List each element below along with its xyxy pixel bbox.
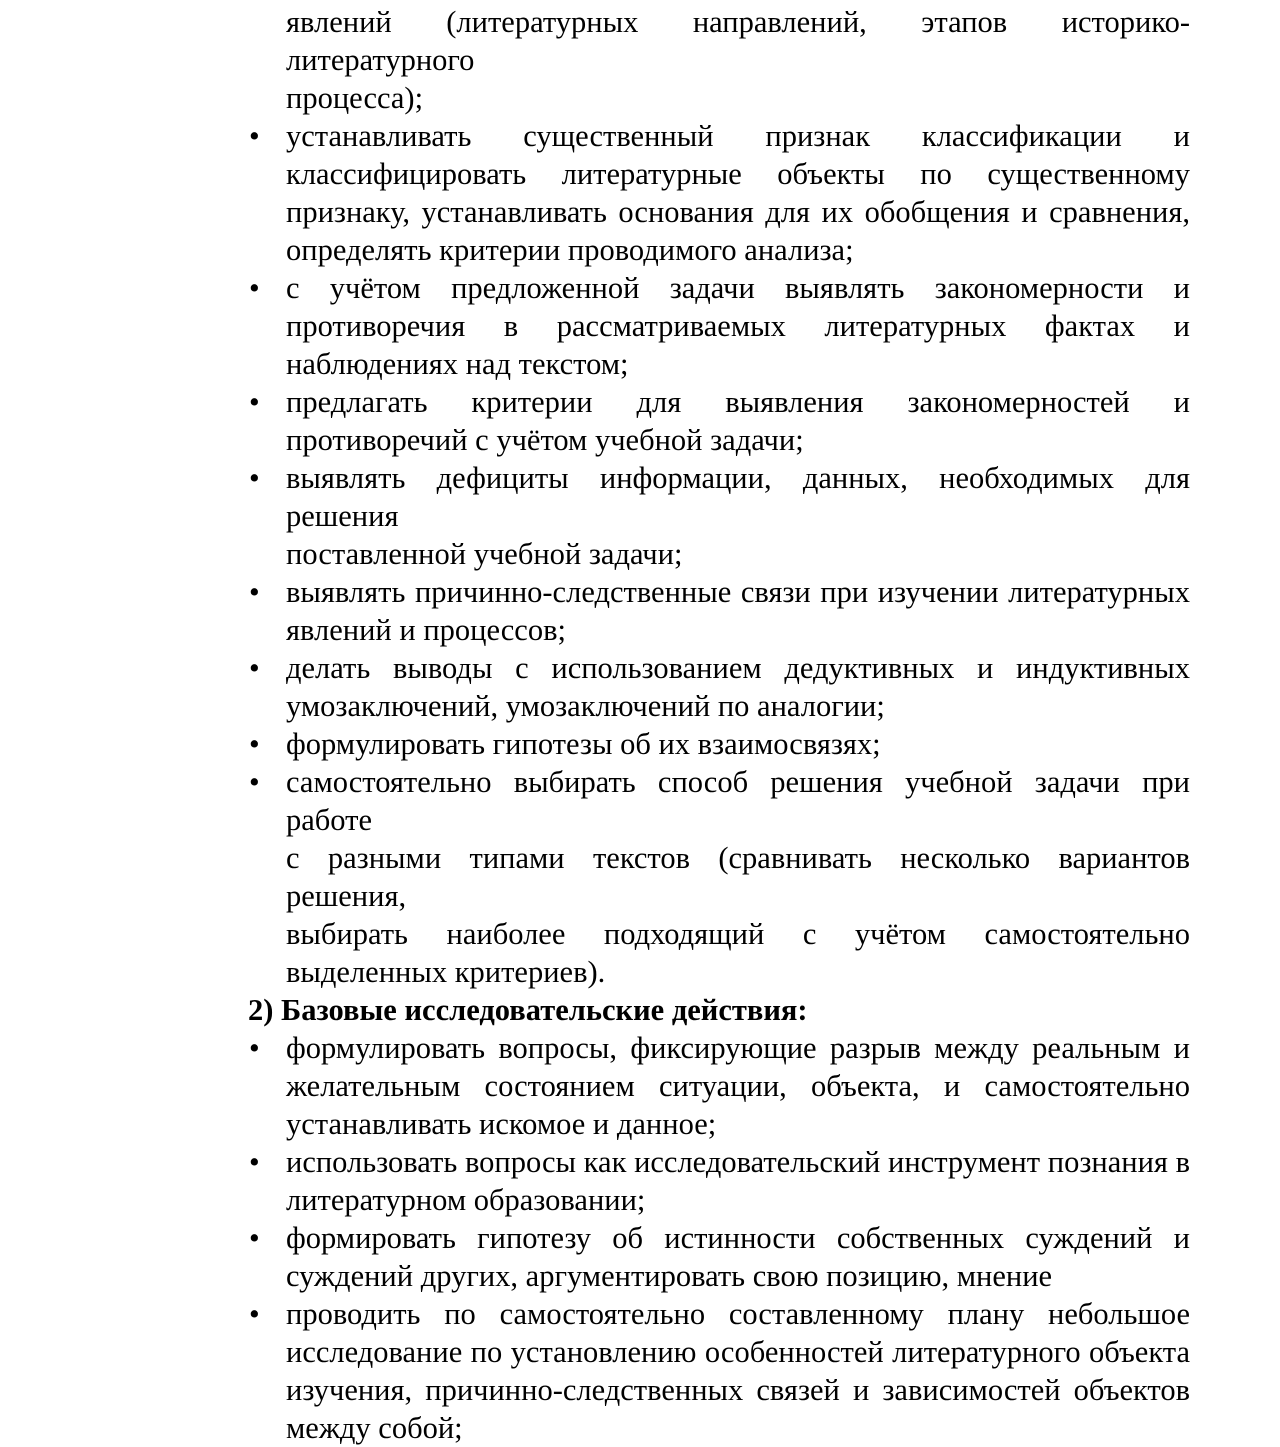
text-line: выделенных критериев). (286, 955, 606, 989)
text-line: между собой; (286, 1411, 463, 1445)
bullet-icon: • (249, 727, 260, 761)
text-line: суждений других, аргументировать свою позицию, мнение (286, 1259, 1053, 1293)
list-item (249, 1029, 1190, 1143)
text-line: противоречия в рассматриваемых литературных фактах и (286, 309, 1190, 343)
list-item (249, 117, 1190, 269)
text-line: с разными типами текстов (сравнивать несколько вариантов решения, (286, 841, 1190, 913)
intro-paragraph (286, 3, 1190, 117)
text-line: выбирать наиболее подходящий с учётом самостоятельно (286, 917, 1190, 951)
bullet-icon: • (249, 385, 260, 419)
text-line: устанавливать искомое и данное; (286, 1107, 717, 1141)
bullet-icon: • (249, 1297, 260, 1331)
list-item (249, 383, 1190, 459)
text-line: изучения, причинно-следственных связей и зависимостей объектов (286, 1373, 1190, 1407)
bullet-icon: • (249, 765, 260, 799)
text-line: признаку, устанавливать основания для их обобщения и сравнения, (286, 195, 1190, 229)
bullet-icon: • (249, 575, 260, 609)
text-line: классифицировать литературные объекты по существенному (286, 157, 1190, 191)
text-line: определять критерии проводимого анализа; (286, 233, 854, 267)
section-heading: 2) Базовые исследовательские действия: (248, 993, 808, 1027)
text-line: делать выводы с использованием дедуктивных и индуктивных (286, 651, 1190, 685)
text-line: самостоятельно выбирать способ решения учебной задачи при работе (286, 765, 1190, 837)
text-line: выявлять дефициты информации, данных, необходимых для решения (286, 461, 1190, 533)
text-line: устанавливать существенный признак классификации и (286, 119, 1190, 153)
bullet-list-2 (249, 1029, 1190, 1447)
text-line: использовать вопросы как исследовательский инструмент познания в (286, 1145, 1190, 1179)
text-line: процесса); (286, 81, 424, 115)
bullet-icon: • (249, 1221, 260, 1255)
text-line: проводить по самостоятельно составленному плану небольшое (286, 1297, 1190, 1331)
bullet-icon: • (249, 651, 260, 685)
text-line: поставленной учебной задачи; (286, 537, 683, 571)
list-item (249, 1295, 1190, 1447)
text-line: формулировать вопросы, фиксирующие разрыв между реальным и (286, 1031, 1190, 1065)
text-line: предлагать критерии для выявления закономерностей и (286, 385, 1190, 419)
bullet-icon: • (249, 1145, 260, 1179)
text-line: с учётом предложенной задачи выявлять закономерности и (286, 271, 1190, 305)
list-item (249, 725, 1190, 763)
text-line: явлений и процессов; (286, 613, 566, 647)
text-line: умозаключений, умозаключений по аналогии; (286, 689, 885, 723)
text-line: наблюдениях над текстом; (286, 347, 629, 381)
bullet-icon: • (249, 271, 260, 305)
bullet-list-1 (249, 117, 1190, 991)
text-line: желательным состоянием ситуации, объекта, и самостоятельно (286, 1069, 1190, 1103)
list-item (249, 573, 1190, 649)
list-item (249, 1219, 1190, 1295)
bullet-icon: • (249, 119, 260, 153)
text-line: явлений (литературных направлений, этапов историко-литературного (286, 5, 1190, 77)
list-item (249, 459, 1190, 573)
bullet-icon: • (249, 461, 260, 495)
text-line: формулировать гипотезы об их взаимосвязях; (286, 727, 881, 761)
text-line: литературном образовании; (286, 1183, 646, 1217)
list-item (249, 1143, 1190, 1219)
bullet-icon: • (249, 1031, 260, 1065)
list-item (249, 649, 1190, 725)
text-line: исследование по установлению особенностей литературного объекта (286, 1335, 1190, 1369)
list-item (249, 763, 1190, 991)
text-line: формировать гипотезу об истинности собственных суждений и (286, 1221, 1190, 1255)
text-line: выявлять причинно-следственные связи при изучении литературных (286, 575, 1190, 609)
list-item (249, 269, 1190, 383)
text-line: противоречий с учётом учебной задачи; (286, 423, 804, 457)
